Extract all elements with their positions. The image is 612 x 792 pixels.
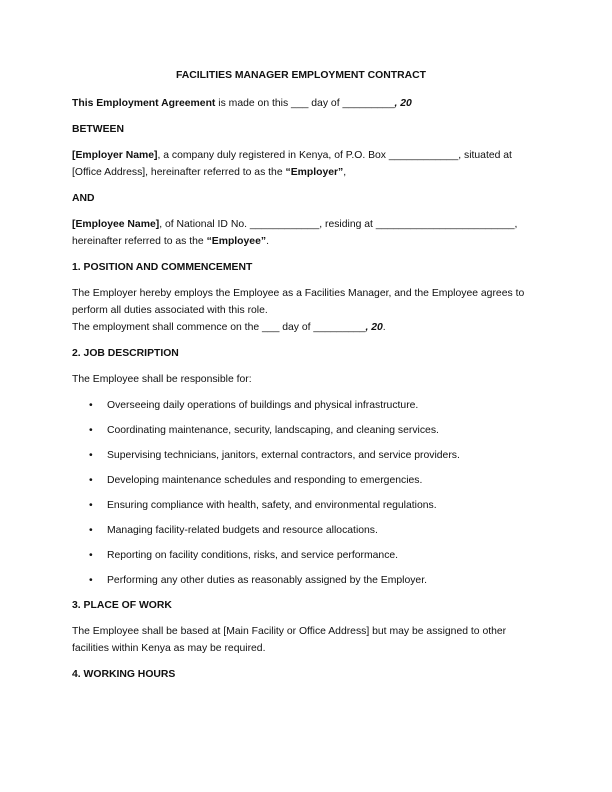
bullet-icon: • — [89, 500, 93, 511]
employer-role: “Employer” — [285, 167, 344, 178]
duty-text: Managing facility-related budgets and resource allocations. — [107, 525, 378, 536]
employee-paragraph — [72, 216, 530, 250]
duties-list — [72, 397, 530, 589]
section1-paragraph — [72, 285, 530, 336]
bullet-icon: • — [89, 575, 93, 586]
employer-paragraph — [72, 147, 530, 181]
duty-text: Developing maintenance schedules and responding to emergencies. — [107, 475, 423, 486]
and-label: AND — [72, 193, 95, 204]
employee-end: . — [266, 236, 269, 247]
between-label: BETWEEN — [72, 124, 124, 135]
intro-bold-lead: This Employment Agreement — [72, 98, 216, 109]
duty-list-item — [89, 497, 530, 514]
duty-list-item — [89, 522, 530, 539]
bullet-icon: • — [89, 450, 93, 461]
section1-para2-year: , 20 — [365, 322, 383, 333]
duty-list-item — [89, 422, 530, 439]
bullet-icon: • — [89, 400, 93, 411]
section3-heading: 3. PLACE OF WORK — [72, 600, 172, 611]
bullet-icon: • — [89, 475, 93, 486]
section2-heading: 2. JOB DESCRIPTION — [72, 348, 179, 359]
employer-text: , a company duly registered in Kenya, of P.O. Box ____________, situated at [Office Address], hereinafter referred to as the — [72, 150, 512, 178]
duty-text: Ensuring compliance with health, safety, and environmental regulations. — [107, 500, 437, 511]
duty-list-item — [89, 472, 530, 489]
employer-name: [Employer Name] — [72, 150, 158, 161]
duty-list-item — [89, 572, 530, 589]
intro-paragraph — [72, 95, 530, 112]
section1-para2-text: The employment shall commence on the ___ day of _________ — [72, 322, 366, 333]
section1-heading: 1. POSITION AND COMMENCEMENT — [72, 262, 253, 273]
bullet-icon: • — [89, 550, 93, 561]
bullet-icon: • — [89, 425, 93, 436]
section3-paragraph: The Employee shall be based at [Main Facility or Office Address] but may be assigned to other facilities within Kenya as may be required. — [72, 626, 507, 654]
duty-text: Performing any other duties as reasonably assigned by the Employer. — [107, 575, 427, 586]
document-title: FACILITIES MANAGER EMPLOYMENT CONTRACT — [176, 70, 426, 81]
duty-list-item — [89, 547, 530, 564]
section2-intro: The Employee shall be responsible for: — [72, 374, 252, 385]
section4-heading: 4. WORKING HOURS — [72, 669, 176, 680]
duty-text: Coordinating maintenance, security, landscaping, and cleaning services. — [107, 425, 439, 436]
intro-year: , 20 — [394, 98, 412, 109]
duty-list-item — [89, 397, 530, 414]
section1-para1: The Employer hereby employs the Employee as a Facilities Manager, and the Employee agrees to perform all duties associated with this role. — [72, 288, 525, 316]
employee-text: , of National ID No. ____________, residing at ________________________, hereinafter referred to as the — [72, 219, 518, 247]
bullet-icon: • — [89, 525, 93, 536]
employee-role: “Employee” — [206, 236, 267, 247]
duty-list-item — [89, 447, 530, 464]
duty-text: Overseeing daily operations of buildings and physical infrastructure. — [107, 400, 419, 411]
employee-name: [Employee Name] — [72, 219, 160, 230]
section1-para2-end: . — [382, 322, 386, 333]
intro-text: is made on this ___ day of _________ — [215, 98, 395, 109]
duty-text: Reporting on facility conditions, risks, and service performance. — [107, 550, 399, 561]
duty-text: Supervising technicians, janitors, external contractors, and service providers. — [107, 450, 460, 461]
employer-end: , — [343, 167, 347, 178]
